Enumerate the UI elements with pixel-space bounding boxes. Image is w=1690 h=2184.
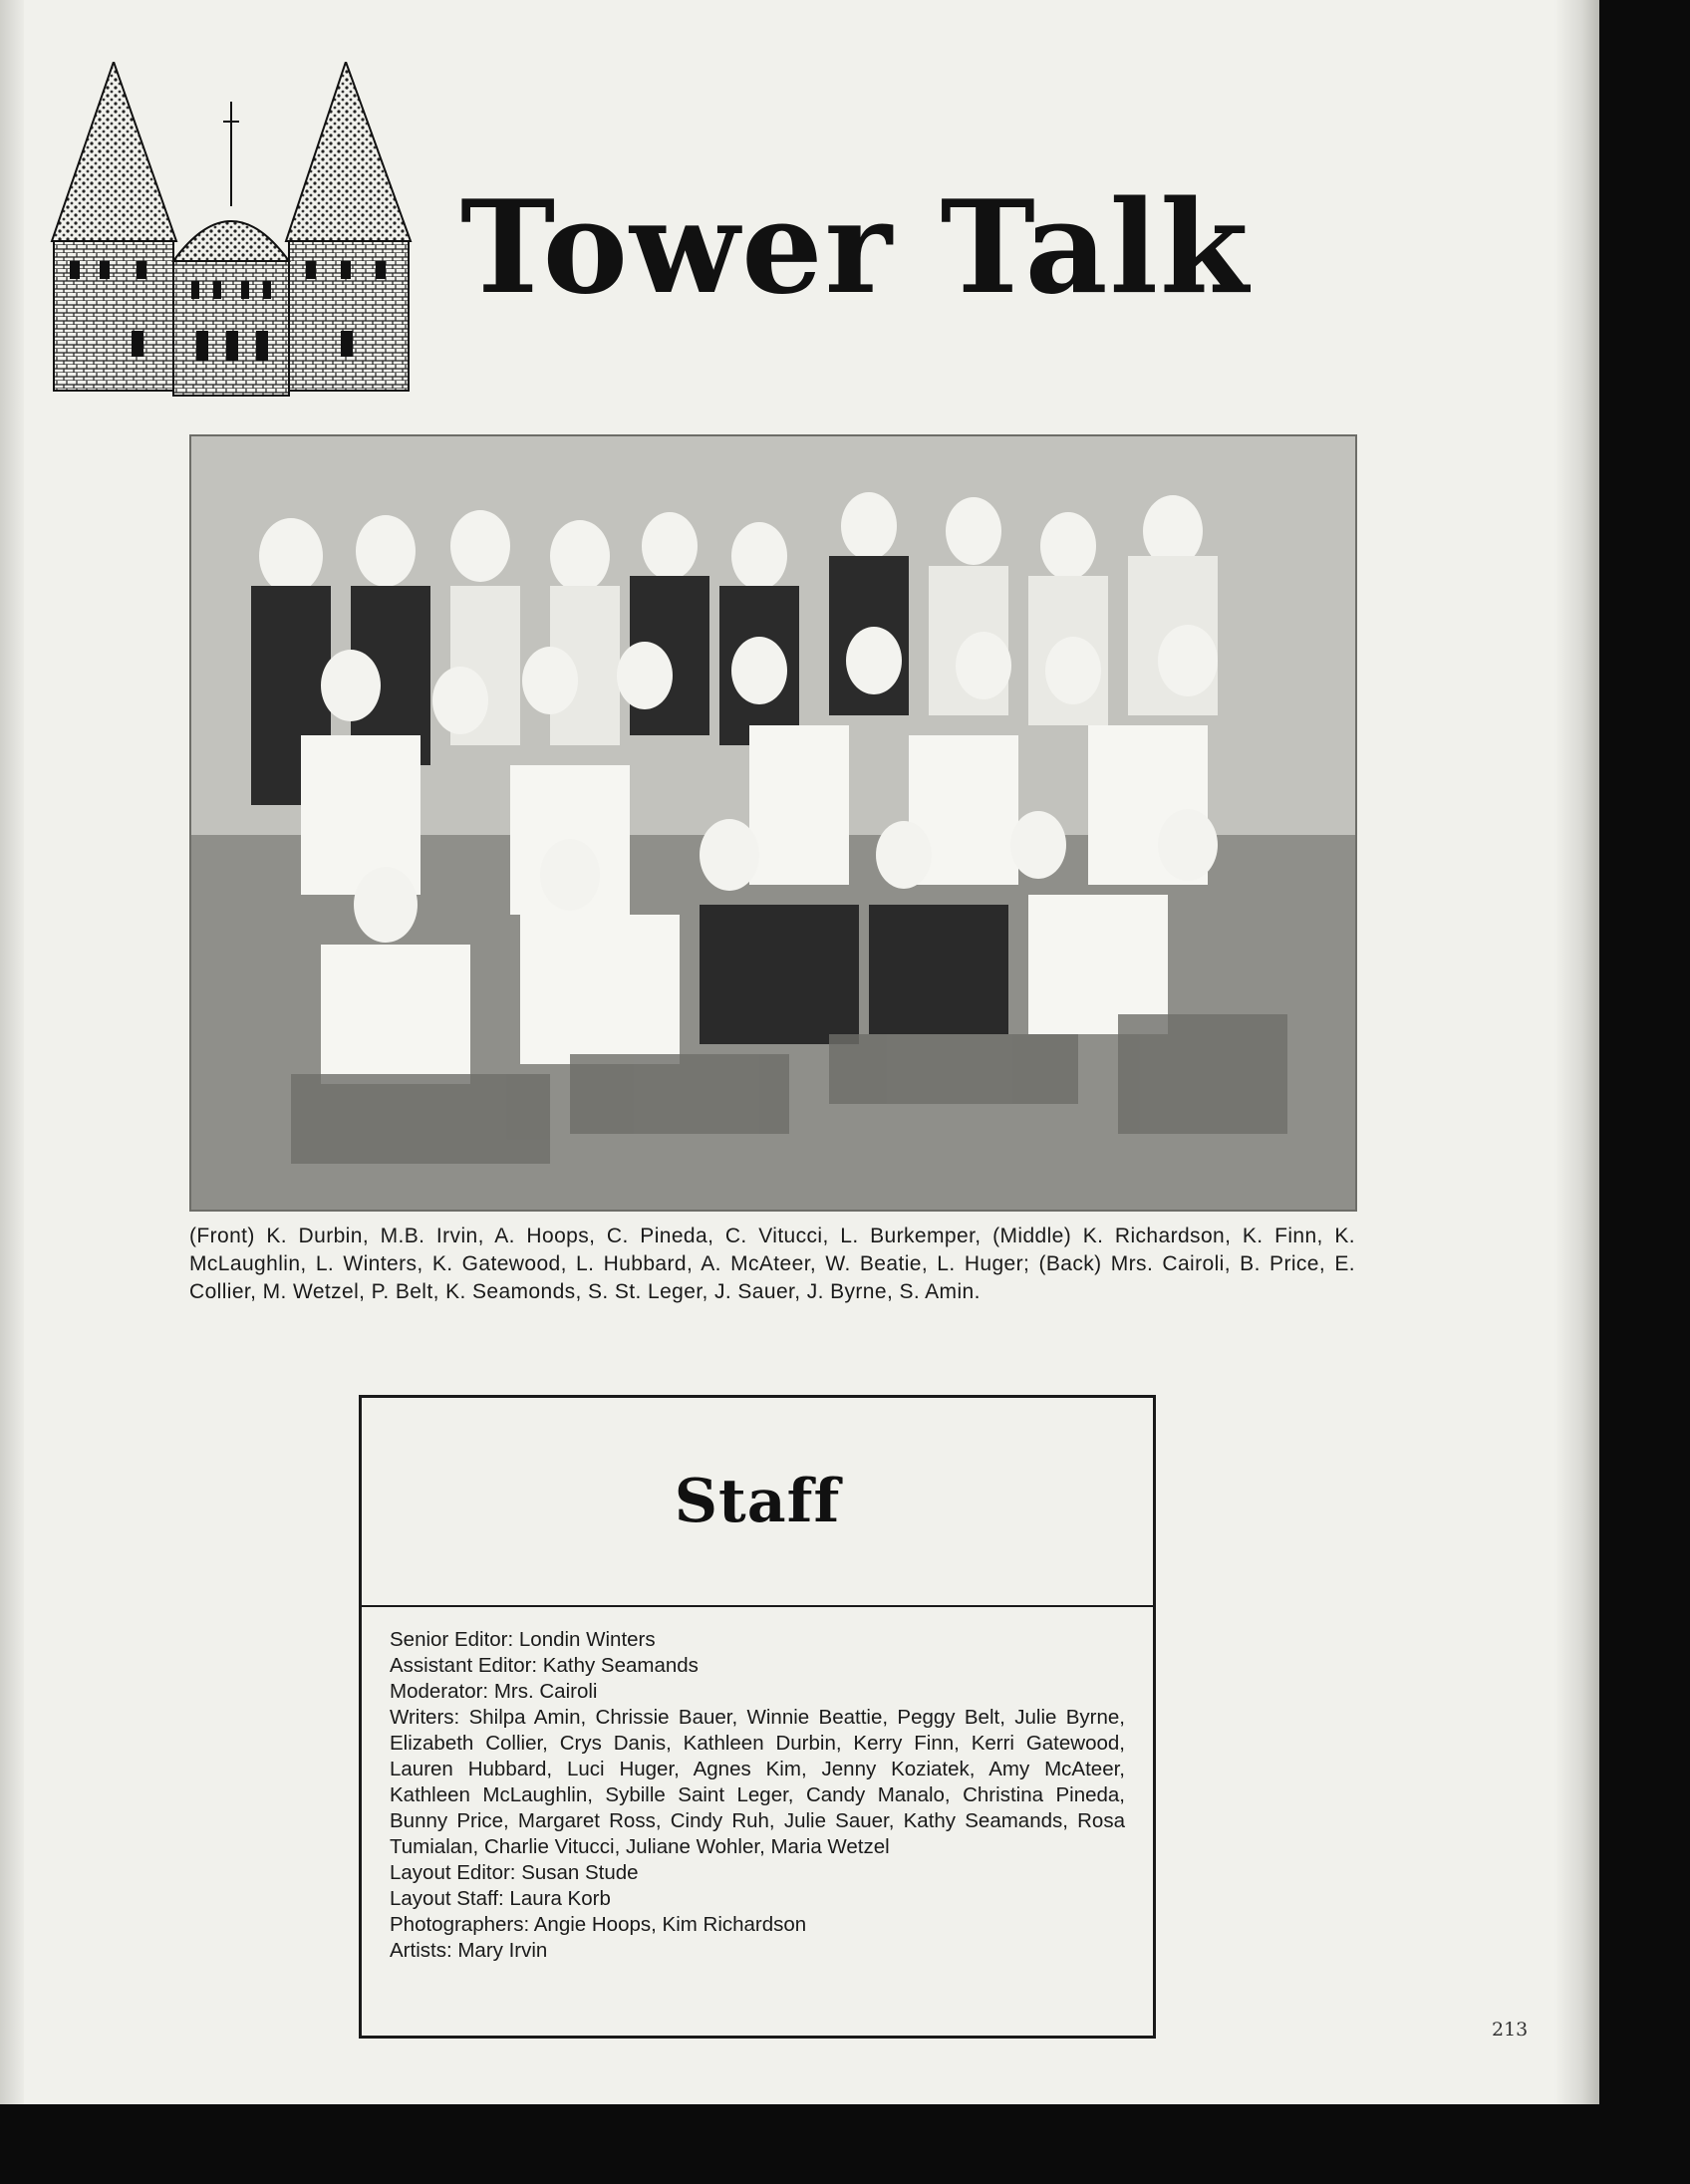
page-number: 213 — [1492, 2019, 1529, 2041]
staff-line-moderator: Moderator: Mrs. Cairoli — [390, 1680, 598, 1703]
staff-title: Staff — [674, 1467, 841, 1536]
page-edge — [1554, 0, 1599, 2104]
group-photo — [189, 434, 1357, 1212]
staff-box — [359, 1395, 1156, 2039]
staff-line-senior-editor: Senior Editor: Londin Winters — [390, 1628, 656, 1651]
staff-line-writers: Writers: Shilpa Amin, Chrissie Bauer, Winnie Beattie, Peggy Belt, Julie Byrne, Elizabeth Collier, Crys Danis, Kathleen Durbin, Kerry Finn, Kerri Gatewood, Lauren Hubbard, Luci Huger, Agnes Kim, Jenny Koziatek, Amy McAteer, Kathleen McLaughlin, Sybille Saint Leger, Candy Manalo, Christina Pineda, Bunny Price, Margaret Ross, Cindy Ruh, Julie Sauer, Kathy Seamands, Rosa Tumialan, Charlie Vitucci, Juliane Wohler, Maria Wetzel — [390, 1706, 1125, 1858]
staff-line-photographers: Photographers: Angie Hoops, Kim Richardson — [390, 1913, 807, 1936]
staff-line-assistant-editor: Assistant Editor: Kathy Seamands — [390, 1654, 699, 1677]
castle-towers-icon — [42, 62, 430, 410]
photo-caption: (Front) K. Durbin, M.B. Irvin, A. Hoops, C. Pineda, C. Vitucci, L. Burkemper, (Middle) K. Richardson, K. Finn, K. McLaughlin, L. Winters, K. Gatewood, L. Hubbard, A. McAteer, W. Beatie, L. Huger; (Back) Mrs. Cairoli, B. Price, E. Collier, M. Wetzel, P. Belt, K. Seamonds, S. St. Leger, J. Sauer, J. Byrne, S. Amin. — [189, 1225, 1355, 1303]
staff-list — [362, 1607, 1153, 1964]
page-gutter — [0, 0, 24, 2104]
staff-line-artists: Artists: Mary Irvin — [390, 1939, 548, 1962]
page-title: Tower Talk — [460, 173, 1251, 323]
group-photo-icon — [191, 436, 1355, 1210]
staff-header — [362, 1398, 1153, 1607]
staff-line-layout-staff: Layout Staff: Laura Korb — [390, 1887, 611, 1910]
staff-line-layout-editor: Layout Editor: Susan Stude — [390, 1861, 639, 1884]
